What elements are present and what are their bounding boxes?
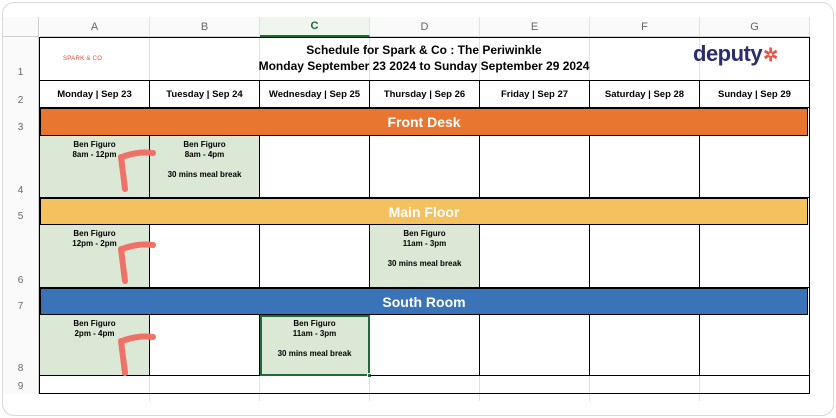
column-header-e[interactable]: E <box>480 17 590 37</box>
row-header-2[interactable]: 2 <box>3 80 39 108</box>
row-header-7[interactable]: 7 <box>3 288 39 314</box>
shift-employee: Ben Figuro <box>73 140 116 149</box>
shift-employee: Ben Figuro <box>403 229 446 238</box>
selected-shift-cell[interactable] <box>260 315 370 376</box>
row-header-4[interactable]: 4 <box>3 135 39 198</box>
schedule-title-line1: Schedule for Spark & Co : The Periwinkle <box>306 43 542 57</box>
empty-cell[interactable] <box>700 225 810 288</box>
empty-cell[interactable] <box>590 225 700 288</box>
row-header-3[interactable]: 3 <box>3 108 39 135</box>
shift-meal-break: 30 mins meal break <box>387 259 462 268</box>
empty-cell[interactable] <box>260 136 370 198</box>
empty-cell[interactable] <box>480 315 590 376</box>
shift-time: 11am - 3pm <box>292 329 337 338</box>
empty-cell[interactable] <box>700 315 810 376</box>
empty-cell[interactable] <box>150 225 260 288</box>
empty-cell[interactable] <box>700 136 810 198</box>
area-band-main-floor[interactable]: Main Floor <box>40 198 808 225</box>
row-header-9[interactable]: 9 <box>3 376 39 394</box>
row-header-8[interactable]: 8 <box>3 314 39 376</box>
shift-cell[interactable] <box>40 136 150 198</box>
select-all-corner[interactable] <box>3 17 39 37</box>
shift-time: 12pm - 2pm <box>72 239 117 248</box>
row-header-6[interactable]: 6 <box>3 224 39 288</box>
column-header-b[interactable]: B <box>150 17 260 37</box>
row-header-1[interactable]: 1 <box>3 37 39 80</box>
column-header-a[interactable]: A <box>40 17 150 37</box>
company-label: SPARK & CO <box>63 56 103 62</box>
day-header-monday[interactable]: Monday | Sep 23 <box>40 81 150 108</box>
shift-cell[interactable] <box>370 225 480 288</box>
empty-cell[interactable] <box>590 136 700 198</box>
deputy-spark-icon: ✲ <box>763 45 778 65</box>
shift-employee: Ben Figuro <box>293 319 336 328</box>
empty-row[interactable] <box>40 376 810 394</box>
column-header-f[interactable]: F <box>590 17 700 37</box>
empty-cell[interactable] <box>150 315 260 376</box>
shift-time: 8am - 4pm <box>184 150 225 159</box>
day-header-wednesday[interactable]: Wednesday | Sep 25 <box>260 81 370 108</box>
area-band-front-desk[interactable]: Front Desk <box>40 108 808 136</box>
shift-employee: Ben Figuro <box>73 229 116 238</box>
row-header-5[interactable]: 5 <box>3 198 39 224</box>
shift-cell[interactable] <box>40 315 150 376</box>
column-header-c[interactable]: C <box>260 17 370 37</box>
shift-employee: Ben Figuro <box>183 140 226 149</box>
day-header-thursday[interactable]: Thursday | Sep 26 <box>370 81 480 108</box>
shift-meal-break: 30 mins meal break <box>167 170 242 179</box>
empty-cell[interactable] <box>480 225 590 288</box>
shift-employee: Ben Figuro <box>73 319 116 328</box>
shift-time: 8am - 12pm <box>72 150 117 159</box>
shift-time: 11am - 3pm <box>402 239 447 248</box>
empty-cell[interactable] <box>370 315 480 376</box>
day-header-sunday[interactable]: Sunday | Sep 29 <box>700 81 810 108</box>
empty-cell[interactable] <box>260 225 370 288</box>
day-header-friday[interactable]: Friday | Sep 27 <box>480 81 590 108</box>
empty-cell[interactable] <box>370 136 480 198</box>
deputy-logo <box>693 41 778 67</box>
area-band-south-room[interactable]: South Room <box>40 288 808 315</box>
schedule-date-range: Monday September 23 2024 to Sunday September 29 2024 <box>258 59 590 73</box>
column-header-d[interactable]: D <box>370 17 480 37</box>
column-header-g[interactable]: G <box>700 17 810 37</box>
shift-cell[interactable] <box>150 136 260 198</box>
empty-cell[interactable] <box>590 315 700 376</box>
empty-cell[interactable] <box>480 136 590 198</box>
schedule-title <box>149 42 699 74</box>
day-header-saturday[interactable]: Saturday | Sep 28 <box>590 81 700 108</box>
shift-cell[interactable] <box>40 225 150 288</box>
shift-meal-break: 30 mins meal break <box>277 349 352 358</box>
shift-time: 2pm - 4pm <box>74 329 115 338</box>
deputy-logo-text: deputy <box>693 41 763 66</box>
day-header-tuesday[interactable]: Tuesday | Sep 24 <box>150 81 260 108</box>
spreadsheet-frame <box>2 2 834 416</box>
